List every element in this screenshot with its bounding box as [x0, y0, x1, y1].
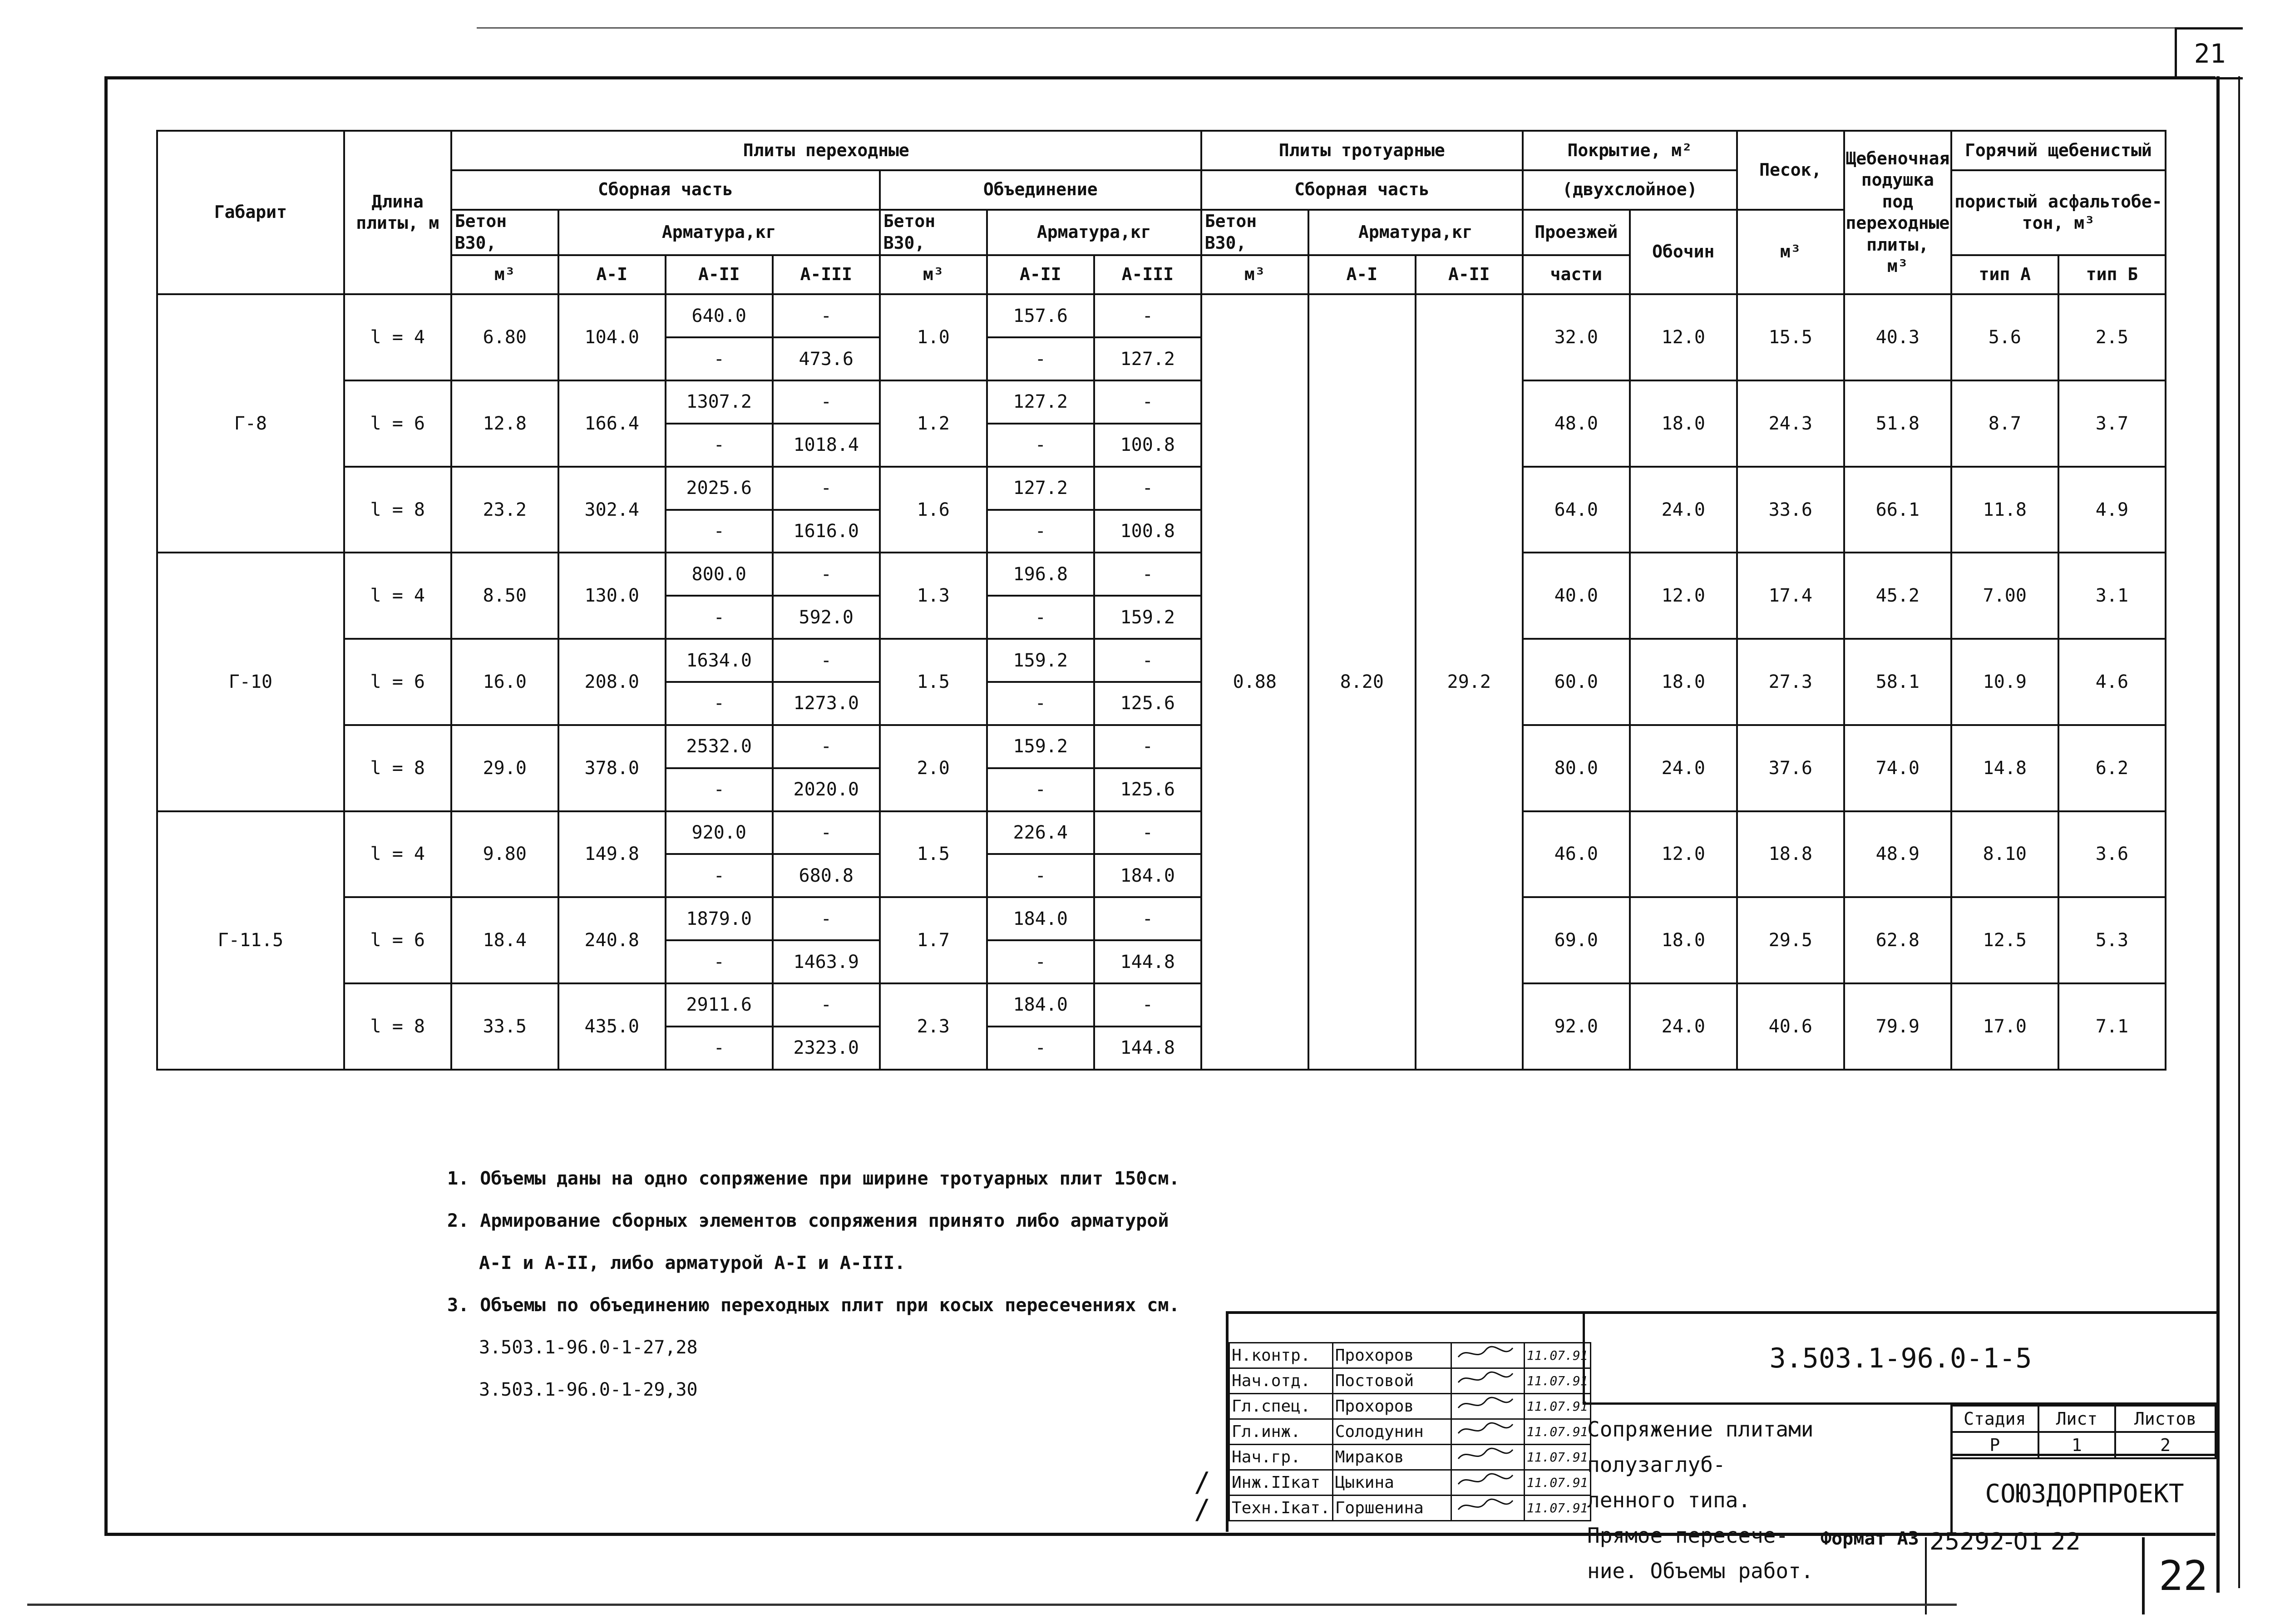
signature-scribble — [1454, 1471, 1517, 1491]
unification-a2-cell: - — [987, 854, 1094, 897]
asphalt-a-cell: 17.0 — [1951, 983, 2058, 1070]
unification-a3-cell: - — [1094, 811, 1201, 854]
unification-a3-cell: - — [1094, 380, 1201, 424]
rebar-a2-cell: 1307.2 — [666, 380, 773, 424]
asphalt-b-cell: 4.9 — [2058, 467, 2166, 553]
table-row — [157, 897, 2166, 940]
unification-a3-cell: - — [1094, 983, 1201, 1027]
carriageway-cell: 40.0 — [1523, 553, 1630, 639]
rebar-a3-cell: - — [773, 639, 880, 682]
sand-cell: 15.5 — [1737, 294, 1844, 380]
hdr-gabarit: Габарит — [157, 131, 344, 294]
shoulders-cell: 24.0 — [1630, 725, 1737, 811]
rebar-a3-cell: 1463.9 — [773, 940, 880, 983]
sign-date: 11.07.91 — [1524, 1419, 1590, 1445]
shoulders-cell: 18.0 — [1630, 380, 1737, 467]
hdr-m3-1: м³ — [451, 255, 558, 295]
rebar-a1-cell: 435.0 — [558, 983, 666, 1070]
unification-a3-cell: 144.8 — [1094, 940, 1201, 983]
rebar-a3-cell: 680.8 — [773, 854, 880, 897]
sand-cell: 18.8 — [1737, 811, 1844, 898]
rebar-a2-cell: - — [666, 940, 773, 983]
rebar-a2-cell: 800.0 — [666, 553, 773, 596]
stage-table — [1950, 1405, 2216, 1459]
rebar-a2-cell: 1634.0 — [666, 639, 773, 682]
hdr-length: Длина плиты, м — [344, 131, 451, 294]
length-cell: l = 4 — [344, 294, 451, 380]
unification-a2-cell: 226.4 — [987, 811, 1094, 854]
table-row — [157, 553, 2166, 596]
asphalt-a-cell: 11.8 — [1951, 467, 2058, 553]
note-3: 3. Объемы по объединению переходных плит при косых пересечениях см. — [447, 1295, 1180, 1316]
length-cell: l = 8 — [344, 983, 451, 1070]
signer-name: Прохоров — [1332, 1343, 1451, 1368]
length-cell: l = 4 — [344, 553, 451, 639]
rebar-a1-cell: 130.0 — [558, 553, 666, 639]
hdr-shoulders: Обочин — [1630, 210, 1737, 295]
asphalt-b-cell: 3.7 — [2058, 380, 2166, 467]
rebar-a2-cell: 920.0 — [666, 811, 773, 854]
sand-cell: 27.3 — [1737, 639, 1844, 725]
signature-scribble — [1454, 1420, 1517, 1440]
document-code: 3.503.1-96.0-1-5 — [1583, 1314, 2216, 1405]
asphalt-b-cell: 5.3 — [2058, 897, 2166, 983]
signature — [1451, 1394, 1524, 1419]
document-title: Сопряжение плитами полузаглуб- ленного типа. Прямое пересече- ние. Объемы работ. — [1587, 1417, 1814, 1583]
table-row — [157, 294, 2166, 337]
unification-a2-cell: - — [987, 337, 1094, 380]
sheets-value: 2 — [2115, 1432, 2216, 1458]
hdr-concrete-3: Бетон В30, — [1201, 210, 1308, 255]
unification-concrete-cell: 1.7 — [880, 897, 987, 983]
note-3-ref-a: 3.503.1-96.0-1-27,28 — [479, 1337, 698, 1358]
unification-a2-cell: - — [987, 940, 1094, 983]
concrete-cell: 18.4 — [451, 897, 558, 983]
rebar-a2-cell: - — [666, 1027, 773, 1070]
hdr-a1: А-I — [558, 255, 666, 295]
gravel-cell: 48.9 — [1844, 811, 1951, 898]
length-cell: l = 8 — [344, 467, 451, 553]
rebar-a3-cell: - — [773, 467, 880, 510]
note-1: 1. Объемы даны на одно сопряжение при ширине тротуарных плит 150см. — [447, 1168, 1180, 1189]
signature-row — [1229, 1419, 1591, 1445]
gravel-cell: 45.2 — [1844, 553, 1951, 639]
hdr-a2: А-II — [666, 255, 773, 295]
unification-a2-cell: 159.2 — [987, 725, 1094, 768]
signature-scribble — [1454, 1369, 1517, 1389]
asphalt-b-cell: 3.6 — [2058, 811, 2166, 898]
signature — [1451, 1368, 1524, 1394]
unification-a3-cell: 100.8 — [1094, 424, 1201, 467]
unification-a2-cell: 184.0 — [987, 983, 1094, 1027]
unification-a3-cell: - — [1094, 294, 1201, 337]
rebar-a2-cell: 2911.6 — [666, 983, 773, 1027]
rebar-a3-cell: - — [773, 897, 880, 940]
unification-concrete-cell: 2.3 — [880, 983, 987, 1070]
asphalt-a-cell: 8.7 — [1951, 380, 2058, 467]
concrete-cell: 33.5 — [451, 983, 558, 1070]
hdr-a3: А-III — [773, 255, 880, 295]
hdr-m3-2: м³ — [880, 255, 987, 295]
concrete-cell: 29.0 — [451, 725, 558, 811]
unification-a2-cell: - — [987, 510, 1094, 553]
sign-date: 11.07.91 — [1524, 1496, 1590, 1521]
gravel-cell: 74.0 — [1844, 725, 1951, 811]
asphalt-a-cell: 5.6 — [1951, 294, 2058, 380]
unification-concrete-cell: 1.6 — [880, 467, 987, 553]
sidewalk-a1-cell: 8.20 — [1308, 294, 1416, 1070]
bottom-rule — [27, 1604, 1957, 1606]
asphalt-b-cell: 2.5 — [2058, 294, 2166, 380]
shoulders-cell: 24.0 — [1630, 983, 1737, 1070]
rebar-a3-cell: - — [773, 983, 880, 1027]
shoulders-cell: 24.0 — [1630, 467, 1737, 553]
signature — [1451, 1496, 1524, 1521]
table-row — [157, 380, 2166, 424]
unification-a3-cell: - — [1094, 467, 1201, 510]
asphalt-a-cell: 7.00 — [1951, 553, 2058, 639]
unification-a3-cell: - — [1094, 553, 1201, 596]
hdr-rebar-3: Арматура,кг — [1308, 210, 1523, 255]
signature-row — [1229, 1496, 1591, 1521]
table-row — [157, 725, 2166, 768]
rebar-a2-cell: - — [666, 768, 773, 811]
rebar-a2-cell: 2025.6 — [666, 467, 773, 510]
unification-a3-cell: 125.6 — [1094, 682, 1201, 725]
carriageway-cell: 92.0 — [1523, 983, 1630, 1070]
rebar-a1-cell: 378.0 — [558, 725, 666, 811]
rebar-a2-cell: - — [666, 682, 773, 725]
hdr-transition-slabs: Плиты переходные — [451, 131, 1201, 170]
unification-a3-cell: - — [1094, 725, 1201, 768]
unification-a2-cell: 196.8 — [987, 553, 1094, 596]
length-cell: l = 6 — [344, 897, 451, 983]
inventory-divider — [1925, 1537, 1927, 1614]
sheet-value: 1 — [2038, 1432, 2115, 1458]
gravel-cell: 51.8 — [1844, 380, 1951, 467]
sand-cell: 40.6 — [1737, 983, 1844, 1070]
hdr-b2: А-II — [987, 255, 1094, 295]
hdr-m3-3: м³ — [1201, 255, 1308, 295]
frame-right-edge-outer — [2238, 76, 2240, 1588]
signature-scribble — [1454, 1496, 1517, 1516]
signer-name: Цыкина — [1332, 1470, 1451, 1496]
signer-role: Гл.инж. — [1229, 1419, 1333, 1445]
carriageway-cell: 48.0 — [1523, 380, 1630, 467]
table-row — [157, 639, 2166, 682]
rebar-a1-cell: 240.8 — [558, 897, 666, 983]
unification-a2-cell: 127.2 — [987, 467, 1094, 510]
hdr-c2: А-II — [1416, 255, 1523, 295]
gravel-cell: 62.8 — [1844, 897, 1951, 983]
signature-row — [1229, 1368, 1591, 1394]
length-cell: l = 6 — [344, 380, 451, 467]
hdr-assembled-part-2: Сборная часть — [1201, 170, 1523, 210]
signer-name: Солодунин — [1332, 1419, 1451, 1445]
carriageway-cell: 64.0 — [1523, 467, 1630, 553]
shoulders-cell: 18.0 — [1630, 897, 1737, 983]
shoulders-cell: 18.0 — [1630, 639, 1737, 725]
rebar-a2-cell: 1879.0 — [666, 897, 773, 940]
sign-date: 11.07.91 — [1524, 1343, 1590, 1368]
signer-name: Мираков — [1332, 1445, 1451, 1470]
unification-a2-cell: 127.2 — [987, 380, 1094, 424]
rebar-a1-cell: 149.8 — [558, 811, 666, 898]
asphalt-b-cell: 7.1 — [2058, 983, 2166, 1070]
note-2: 2. Армирование сборных элементов сопряжения принято либо арматурой — [447, 1210, 1169, 1231]
concrete-cell: 12.8 — [451, 380, 558, 467]
sign-date: 11.07.91 — [1524, 1394, 1590, 1419]
organization-name: СОЮЗДОРПРОЕКТ — [1950, 1454, 2216, 1532]
table-row — [157, 983, 2166, 1027]
unification-a3-cell: 144.8 — [1094, 1027, 1201, 1070]
hdr-unification: Объединение — [880, 170, 1201, 210]
length-cell: l = 4 — [344, 811, 451, 898]
unification-a2-cell: - — [987, 1027, 1094, 1070]
signatures-table — [1229, 1342, 1591, 1521]
asphalt-a-cell: 8.10 — [1951, 811, 2058, 898]
unification-a3-cell: 100.8 — [1094, 510, 1201, 553]
asphalt-b-cell: 6.2 — [2058, 725, 2166, 811]
rebar-a3-cell: - — [773, 380, 880, 424]
signer-role: Нач.гр. — [1229, 1445, 1333, 1470]
rebar-a2-cell: - — [666, 854, 773, 897]
unification-a3-cell: 184.0 — [1094, 854, 1201, 897]
hdr-rebar-1: Арматура,кг — [558, 210, 880, 255]
inventory-number: 25292-01 22 — [1930, 1528, 2081, 1555]
unification-concrete-cell: 1.3 — [880, 553, 987, 639]
hdr-b3: А-III — [1094, 255, 1201, 295]
sign-date: 11.07.91 — [1524, 1470, 1590, 1496]
sheet-label: Лист — [2038, 1406, 2115, 1432]
sheets-label: Листов — [2115, 1406, 2216, 1432]
signature-scribble — [1454, 1343, 1517, 1363]
rebar-a2-cell: 2532.0 — [666, 725, 773, 768]
slash-mark: / — [1194, 1466, 1211, 1498]
rebar-a3-cell: - — [773, 294, 880, 337]
sand-cell: 37.6 — [1737, 725, 1844, 811]
sand-cell: 17.4 — [1737, 553, 1844, 639]
gravel-cell: 79.9 — [1844, 983, 1951, 1070]
length-cell: l = 8 — [344, 725, 451, 811]
signature-row — [1229, 1343, 1591, 1368]
hdr-gravel-cushion: Щебеночная подушка под переходные плиты, м³ — [1844, 131, 1951, 294]
unification-a2-cell: - — [987, 682, 1094, 725]
asphalt-a-cell: 12.5 — [1951, 897, 2058, 983]
rebar-a2-cell: - — [666, 337, 773, 380]
asphalt-a-cell: 14.8 — [1951, 725, 2058, 811]
rebar-a3-cell: 592.0 — [773, 596, 880, 639]
gabarit-cell: Г-11.5 — [157, 811, 344, 1070]
carriageway-cell: 32.0 — [1523, 294, 1630, 380]
carriageway-cell: 46.0 — [1523, 811, 1630, 898]
signer-name: Прохоров — [1332, 1394, 1451, 1419]
signer-role: Гл.спец. — [1229, 1394, 1333, 1419]
hdr-concrete-1: Бетон В30, — [451, 210, 558, 255]
unification-a2-cell: - — [987, 596, 1094, 639]
signer-role: Техн.Iкат. — [1229, 1496, 1333, 1521]
unification-concrete-cell: 1.2 — [880, 380, 987, 467]
rebar-a3-cell: 473.6 — [773, 337, 880, 380]
gravel-cell: 58.1 — [1844, 639, 1951, 725]
rebar-a1-cell: 208.0 — [558, 639, 666, 725]
unification-a2-cell: - — [987, 424, 1094, 467]
rebar-a3-cell: 1018.4 — [773, 424, 880, 467]
rebar-a3-cell: 2020.0 — [773, 768, 880, 811]
signature — [1451, 1343, 1524, 1368]
concrete-cell: 9.80 — [451, 811, 558, 898]
sign-date: 11.07.91 — [1524, 1368, 1590, 1394]
slash-mark: / — [1194, 1494, 1211, 1525]
table-row — [157, 467, 2166, 510]
rebar-a2-cell: - — [666, 596, 773, 639]
shoulders-cell: 12.0 — [1630, 553, 1737, 639]
signature — [1451, 1470, 1524, 1496]
signature-scribble — [1454, 1445, 1517, 1465]
rebar-a2-cell: - — [666, 510, 773, 553]
signer-name: Горшенина — [1332, 1496, 1451, 1521]
hdr-two-layer: (двухслойное) — [1523, 170, 1737, 210]
stage-value: Р — [1951, 1432, 2038, 1458]
asphalt-b-cell: 4.6 — [2058, 639, 2166, 725]
signature-row — [1229, 1394, 1591, 1419]
unification-a3-cell: 127.2 — [1094, 337, 1201, 380]
unification-concrete-cell: 1.5 — [880, 639, 987, 725]
asphalt-a-cell: 10.9 — [1951, 639, 2058, 725]
gabarit-cell: Г-8 — [157, 294, 344, 553]
carriageway-cell: 69.0 — [1523, 897, 1630, 983]
rebar-a3-cell: - — [773, 725, 880, 768]
unification-a2-cell: 184.0 — [987, 897, 1094, 940]
rebar-a3-cell: - — [773, 811, 880, 854]
rebar-a3-cell: 1616.0 — [773, 510, 880, 553]
unification-a2-cell: 157.6 — [987, 294, 1094, 337]
materials-table — [156, 130, 2166, 1071]
shoulders-cell: 12.0 — [1630, 811, 1737, 898]
page-number: 22 — [2142, 1537, 2222, 1614]
signature — [1451, 1419, 1524, 1445]
stage-label: Стадия — [1951, 1406, 2038, 1432]
gravel-cell: 40.3 — [1844, 294, 1951, 380]
rebar-a3-cell: - — [773, 553, 880, 596]
rebar-a1-cell: 302.4 — [558, 467, 666, 553]
gravel-cell: 66.1 — [1844, 467, 1951, 553]
rebar-a1-cell: 166.4 — [558, 380, 666, 467]
asphalt-b-cell: 3.1 — [2058, 553, 2166, 639]
notes — [447, 1158, 1180, 1411]
concrete-cell: 6.80 — [451, 294, 558, 380]
format-label: Формат А3 — [1821, 1528, 1919, 1549]
hdr-type-a: тип А — [1951, 255, 2058, 295]
unification-a3-cell: 159.2 — [1094, 596, 1201, 639]
unification-a2-cell: 159.2 — [987, 639, 1094, 682]
length-cell: l = 6 — [344, 639, 451, 725]
carriageway-cell: 60.0 — [1523, 639, 1630, 725]
corner-sheet-number: 21 — [2175, 27, 2243, 79]
shoulders-cell: 12.0 — [1630, 294, 1737, 380]
unification-concrete-cell: 1.0 — [880, 294, 987, 380]
rebar-a3-cell: 1273.0 — [773, 682, 880, 725]
rebar-a3-cell: 2323.0 — [773, 1027, 880, 1070]
rebar-a2-cell: 640.0 — [666, 294, 773, 337]
rebar-a1-cell: 104.0 — [558, 294, 666, 380]
table-row — [157, 811, 2166, 854]
signer-role: Нач.отд. — [1229, 1368, 1333, 1394]
sand-cell: 24.3 — [1737, 380, 1844, 467]
gabarit-cell: Г-10 — [157, 553, 344, 811]
frame-right-edge — [2216, 76, 2220, 1593]
unification-a3-cell: - — [1094, 639, 1201, 682]
hdr-sand: Песок, — [1737, 131, 1844, 210]
hdr-c1: А-I — [1308, 255, 1416, 295]
hdr-type-b: тип Б — [2058, 255, 2166, 295]
hdr-hot-asphalt: Горячий щебенистый — [1951, 131, 2166, 170]
unification-concrete-cell: 1.5 — [880, 811, 987, 898]
signature-row — [1229, 1470, 1591, 1496]
carriageway-cell: 80.0 — [1523, 725, 1630, 811]
sand-cell: 33.6 — [1737, 467, 1844, 553]
unification-concrete-cell: 2.0 — [880, 725, 987, 811]
note-3-ref-b: 3.503.1-96.0-1-29,30 — [479, 1379, 698, 1400]
hdr-concrete-2: Бетон В30, — [880, 210, 987, 255]
signature-scribble — [1454, 1394, 1517, 1414]
signature-row — [1229, 1445, 1591, 1470]
sign-date: 11.07.91 — [1524, 1445, 1590, 1470]
signer-name: Постовой — [1332, 1368, 1451, 1394]
unification-a3-cell: - — [1094, 897, 1201, 940]
hdr-sidewalk-slabs: Плиты тротуарные — [1201, 131, 1523, 170]
sidewalk-a2-cell: 29.2 — [1416, 294, 1523, 1070]
hdr-rebar-2: Арматура,кг — [987, 210, 1201, 255]
note-2-cont: А-I и А-II, либо арматурой А-I и А-III. — [479, 1253, 906, 1274]
signer-role: Инж.IIкат — [1229, 1470, 1333, 1496]
hdr-coating: Покрытие, м² — [1523, 131, 1737, 170]
sidewalk-concrete-cell: 0.88 — [1201, 294, 1308, 1070]
rebar-a2-cell: - — [666, 424, 773, 467]
hdr-assembled-part: Сборная часть — [451, 170, 880, 210]
top-rule — [477, 27, 2175, 29]
unification-a2-cell: - — [987, 768, 1094, 811]
signer-role: Н.контр. — [1229, 1343, 1333, 1368]
concrete-cell: 8.50 — [451, 553, 558, 639]
hdr-carriageway-2: части — [1523, 255, 1630, 295]
concrete-cell: 23.2 — [451, 467, 558, 553]
hdr-porous-asphalt: пористый асфальтобе-тон, м³ — [1951, 170, 2166, 255]
unification-a3-cell: 125.6 — [1094, 768, 1201, 811]
hdr-sand-unit: м³ — [1737, 210, 1844, 295]
signature — [1451, 1445, 1524, 1470]
hdr-carriageway: Проезжей — [1523, 210, 1630, 255]
sand-cell: 29.5 — [1737, 897, 1844, 983]
concrete-cell: 16.0 — [451, 639, 558, 725]
